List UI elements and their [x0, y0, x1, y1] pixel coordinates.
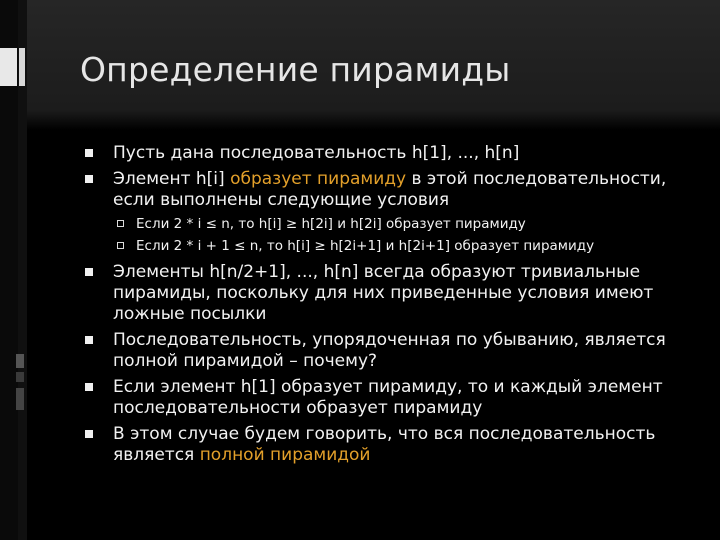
bullet-item	[82, 143, 712, 164]
bullet-text: Последовательность, упорядоченная по убыванию, является полной пирамидой – почему?	[113, 330, 666, 371]
highlight-text: образует пирамиду	[230, 169, 407, 189]
bullet-text: Элементы h[n/2+1], ..., h[n] всегда образуют тривиальные пирамиды, поскольку для них приведенные условия имеют ложные посылки	[113, 262, 654, 324]
sub-bullet-item	[82, 215, 712, 234]
square-bullet-icon	[85, 149, 93, 157]
bullet-item	[82, 262, 712, 325]
square-bullet-icon	[85, 383, 93, 391]
side-decor-mark	[16, 354, 24, 368]
bullet-item	[82, 330, 712, 372]
sub-bullet-text: Если 2 * i ≤ n, то h[i] ≥ h[2i] и h[2i] образует пирамиду	[136, 216, 526, 232]
sub-bullet-list	[82, 215, 712, 256]
square-bullet-icon	[85, 175, 93, 183]
bullet-text: Если элемент h[1] образует пирамиду, то и каждый элемент последовательности образует пирамиду	[113, 377, 663, 418]
bullet-text: В этом случае будем говорить, что вся последовательность является	[113, 424, 656, 465]
title-decor-block	[0, 48, 25, 86]
sub-bullet-text: Если 2 * i + 1 ≤ n, то h[i] ≥ h[2i+1] и h[2i+1] образует пирамиду	[136, 238, 595, 254]
side-decor-mark	[16, 388, 24, 410]
hollow-square-bullet-icon	[117, 220, 124, 227]
bullet-text: в этой последовательности, если выполнены следующие условия	[113, 169, 667, 210]
sub-bullet-item	[82, 237, 712, 256]
slide-title: Определение пирамиды	[80, 50, 511, 89]
title-decor-stripe	[0, 48, 17, 86]
side-decor-mark	[16, 372, 24, 382]
hollow-square-bullet-icon	[117, 242, 124, 249]
title-decor-stripe-narrow	[19, 48, 25, 86]
bullet-item	[82, 377, 712, 419]
bullet-item	[82, 169, 712, 211]
highlight-text: полной пирамидой	[199, 445, 371, 465]
square-bullet-icon	[85, 336, 93, 344]
square-bullet-icon	[85, 268, 93, 276]
bullet-text: Элемент h[i]	[113, 169, 231, 189]
bullet-list	[82, 143, 712, 466]
square-bullet-icon	[85, 430, 93, 438]
bullet-text: Пусть дана последовательность h[1], ..., h[n]	[113, 143, 520, 163]
bullet-item	[82, 424, 712, 466]
